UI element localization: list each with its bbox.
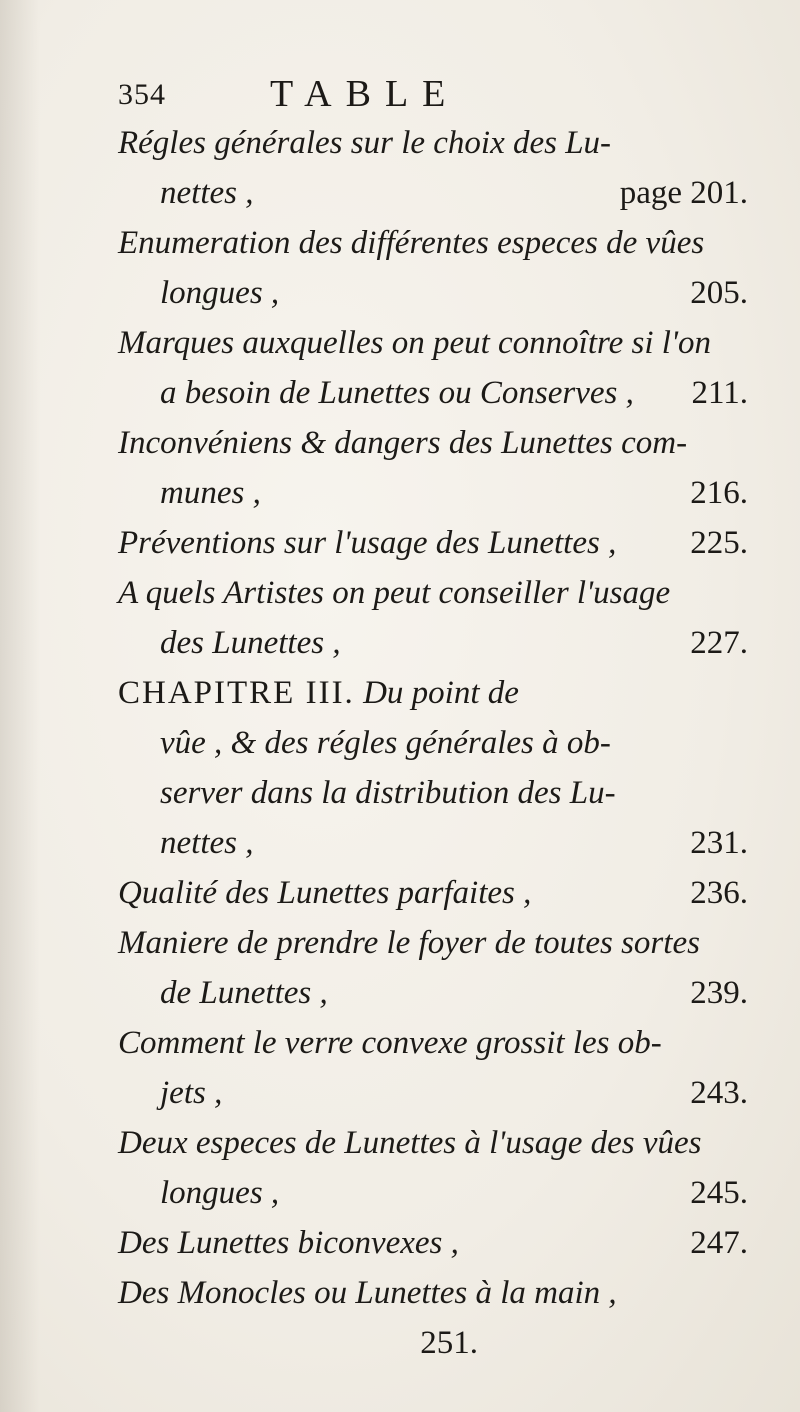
- page-reference: 225.: [690, 525, 748, 561]
- toc-line: [118, 518, 768, 568]
- toc-entry: [118, 1018, 768, 1118]
- page-reference: 211.: [691, 375, 748, 411]
- page-reference: 245.: [690, 1175, 748, 1211]
- page-number: 354: [118, 78, 166, 111]
- toc-line: [118, 268, 768, 318]
- toc-entry: [118, 868, 768, 918]
- toc-line: [118, 718, 768, 768]
- toc-line: [118, 1318, 768, 1368]
- toc-line: [118, 1018, 768, 1068]
- toc-line: [118, 1168, 768, 1218]
- toc-line: [118, 168, 768, 218]
- toc-line: [118, 818, 768, 868]
- toc-entry-text: Enumeration des différentes especes de vûes: [118, 225, 705, 261]
- toc-entry: [118, 318, 768, 418]
- toc-entry: [118, 118, 768, 218]
- toc-entry-text: Des Monocles ou Lunettes à la main ,: [118, 1275, 617, 1311]
- toc-entry-text: Comment le verre convexe grossit les ob-: [118, 1025, 662, 1061]
- toc-line: [118, 118, 768, 168]
- page-reference: 205.: [690, 275, 748, 311]
- toc-line: [118, 618, 768, 668]
- toc-entry: [118, 1268, 768, 1368]
- toc-entry-text: Des Lunettes biconvexes ,: [118, 1225, 459, 1261]
- toc-entry: [118, 218, 768, 318]
- toc-entry-text: longues ,: [160, 275, 280, 311]
- toc-entry-text: longues ,: [160, 1175, 280, 1211]
- toc-entry-text: Préventions sur l'usage des Lunettes ,: [118, 525, 617, 561]
- toc-entry-text: Du point de: [363, 675, 519, 711]
- page-header: [118, 72, 718, 122]
- toc-entry: [118, 518, 768, 568]
- toc-line: [118, 1068, 768, 1118]
- gutter-shadow: [0, 0, 40, 1412]
- chapter-heading: [118, 668, 519, 718]
- toc-entry-text: Qualité des Lunettes parfaites ,: [118, 875, 532, 911]
- toc-line: [118, 418, 768, 468]
- toc-entry-text: nettes ,: [160, 825, 254, 861]
- toc-entry-text: Deux especes de Lunettes à l'usage des vûes: [118, 1125, 702, 1161]
- toc-entry: [118, 1218, 768, 1268]
- page-reference: 236.: [690, 875, 748, 911]
- toc-line: [118, 968, 768, 1018]
- page-reference: 231.: [690, 825, 748, 861]
- toc-entry-text: A quels Artistes on peut conseiller l'usage: [118, 575, 671, 611]
- toc-entry-text: Maniere de prendre le foyer de toutes sortes: [118, 925, 700, 961]
- page-reference: 216.: [690, 475, 748, 511]
- toc-line: [118, 218, 768, 268]
- toc-entry-text: nettes ,: [160, 175, 254, 211]
- running-title: TABLE: [270, 73, 460, 115]
- page-reference: 251.: [420, 1325, 478, 1361]
- page-reference: 247.: [690, 1225, 748, 1261]
- toc-entry-text: Marques auxquelles on peut connoître si l'on: [118, 325, 712, 361]
- toc-entry: [118, 918, 768, 1018]
- toc-line: [118, 768, 768, 818]
- chapter-label: CHAPITRE III.: [118, 675, 355, 711]
- toc-line: [118, 1118, 768, 1168]
- toc-line: [118, 868, 768, 918]
- toc-entry-text: server dans la distribution des Lu-: [160, 775, 616, 811]
- page-reference: 227.: [690, 625, 748, 661]
- table-of-contents: [118, 118, 768, 1368]
- toc-line: [118, 668, 768, 718]
- toc-entry: [118, 418, 768, 518]
- toc-line: [118, 918, 768, 968]
- toc-entry-text: munes ,: [160, 475, 261, 511]
- page-reference: page 201.: [619, 175, 748, 211]
- toc-line: [118, 468, 768, 518]
- toc-entry-text: des Lunettes ,: [160, 625, 341, 661]
- toc-line: [118, 318, 768, 368]
- toc-line: [118, 1218, 768, 1268]
- toc-entry-text: de Lunettes ,: [160, 975, 328, 1011]
- toc-entry: [118, 568, 768, 668]
- toc-entry-text: Régles générales sur le choix des Lu-: [118, 125, 612, 161]
- toc-entry: [118, 668, 768, 868]
- toc-line: [118, 1268, 768, 1318]
- page-reference: 243.: [690, 1075, 748, 1111]
- toc-line: [118, 568, 768, 618]
- toc-entry-text: jets ,: [160, 1075, 223, 1111]
- page-reference: 239.: [690, 975, 748, 1011]
- toc-entry-text: Inconvéniens & dangers des Lunettes com-: [118, 425, 688, 461]
- toc-entry: [118, 1118, 768, 1218]
- toc-entry-text: vûe , & des régles générales à ob-: [160, 725, 611, 761]
- toc-line: [118, 368, 768, 418]
- toc-entry-text: a besoin de Lunettes ou Conserves ,: [160, 375, 634, 411]
